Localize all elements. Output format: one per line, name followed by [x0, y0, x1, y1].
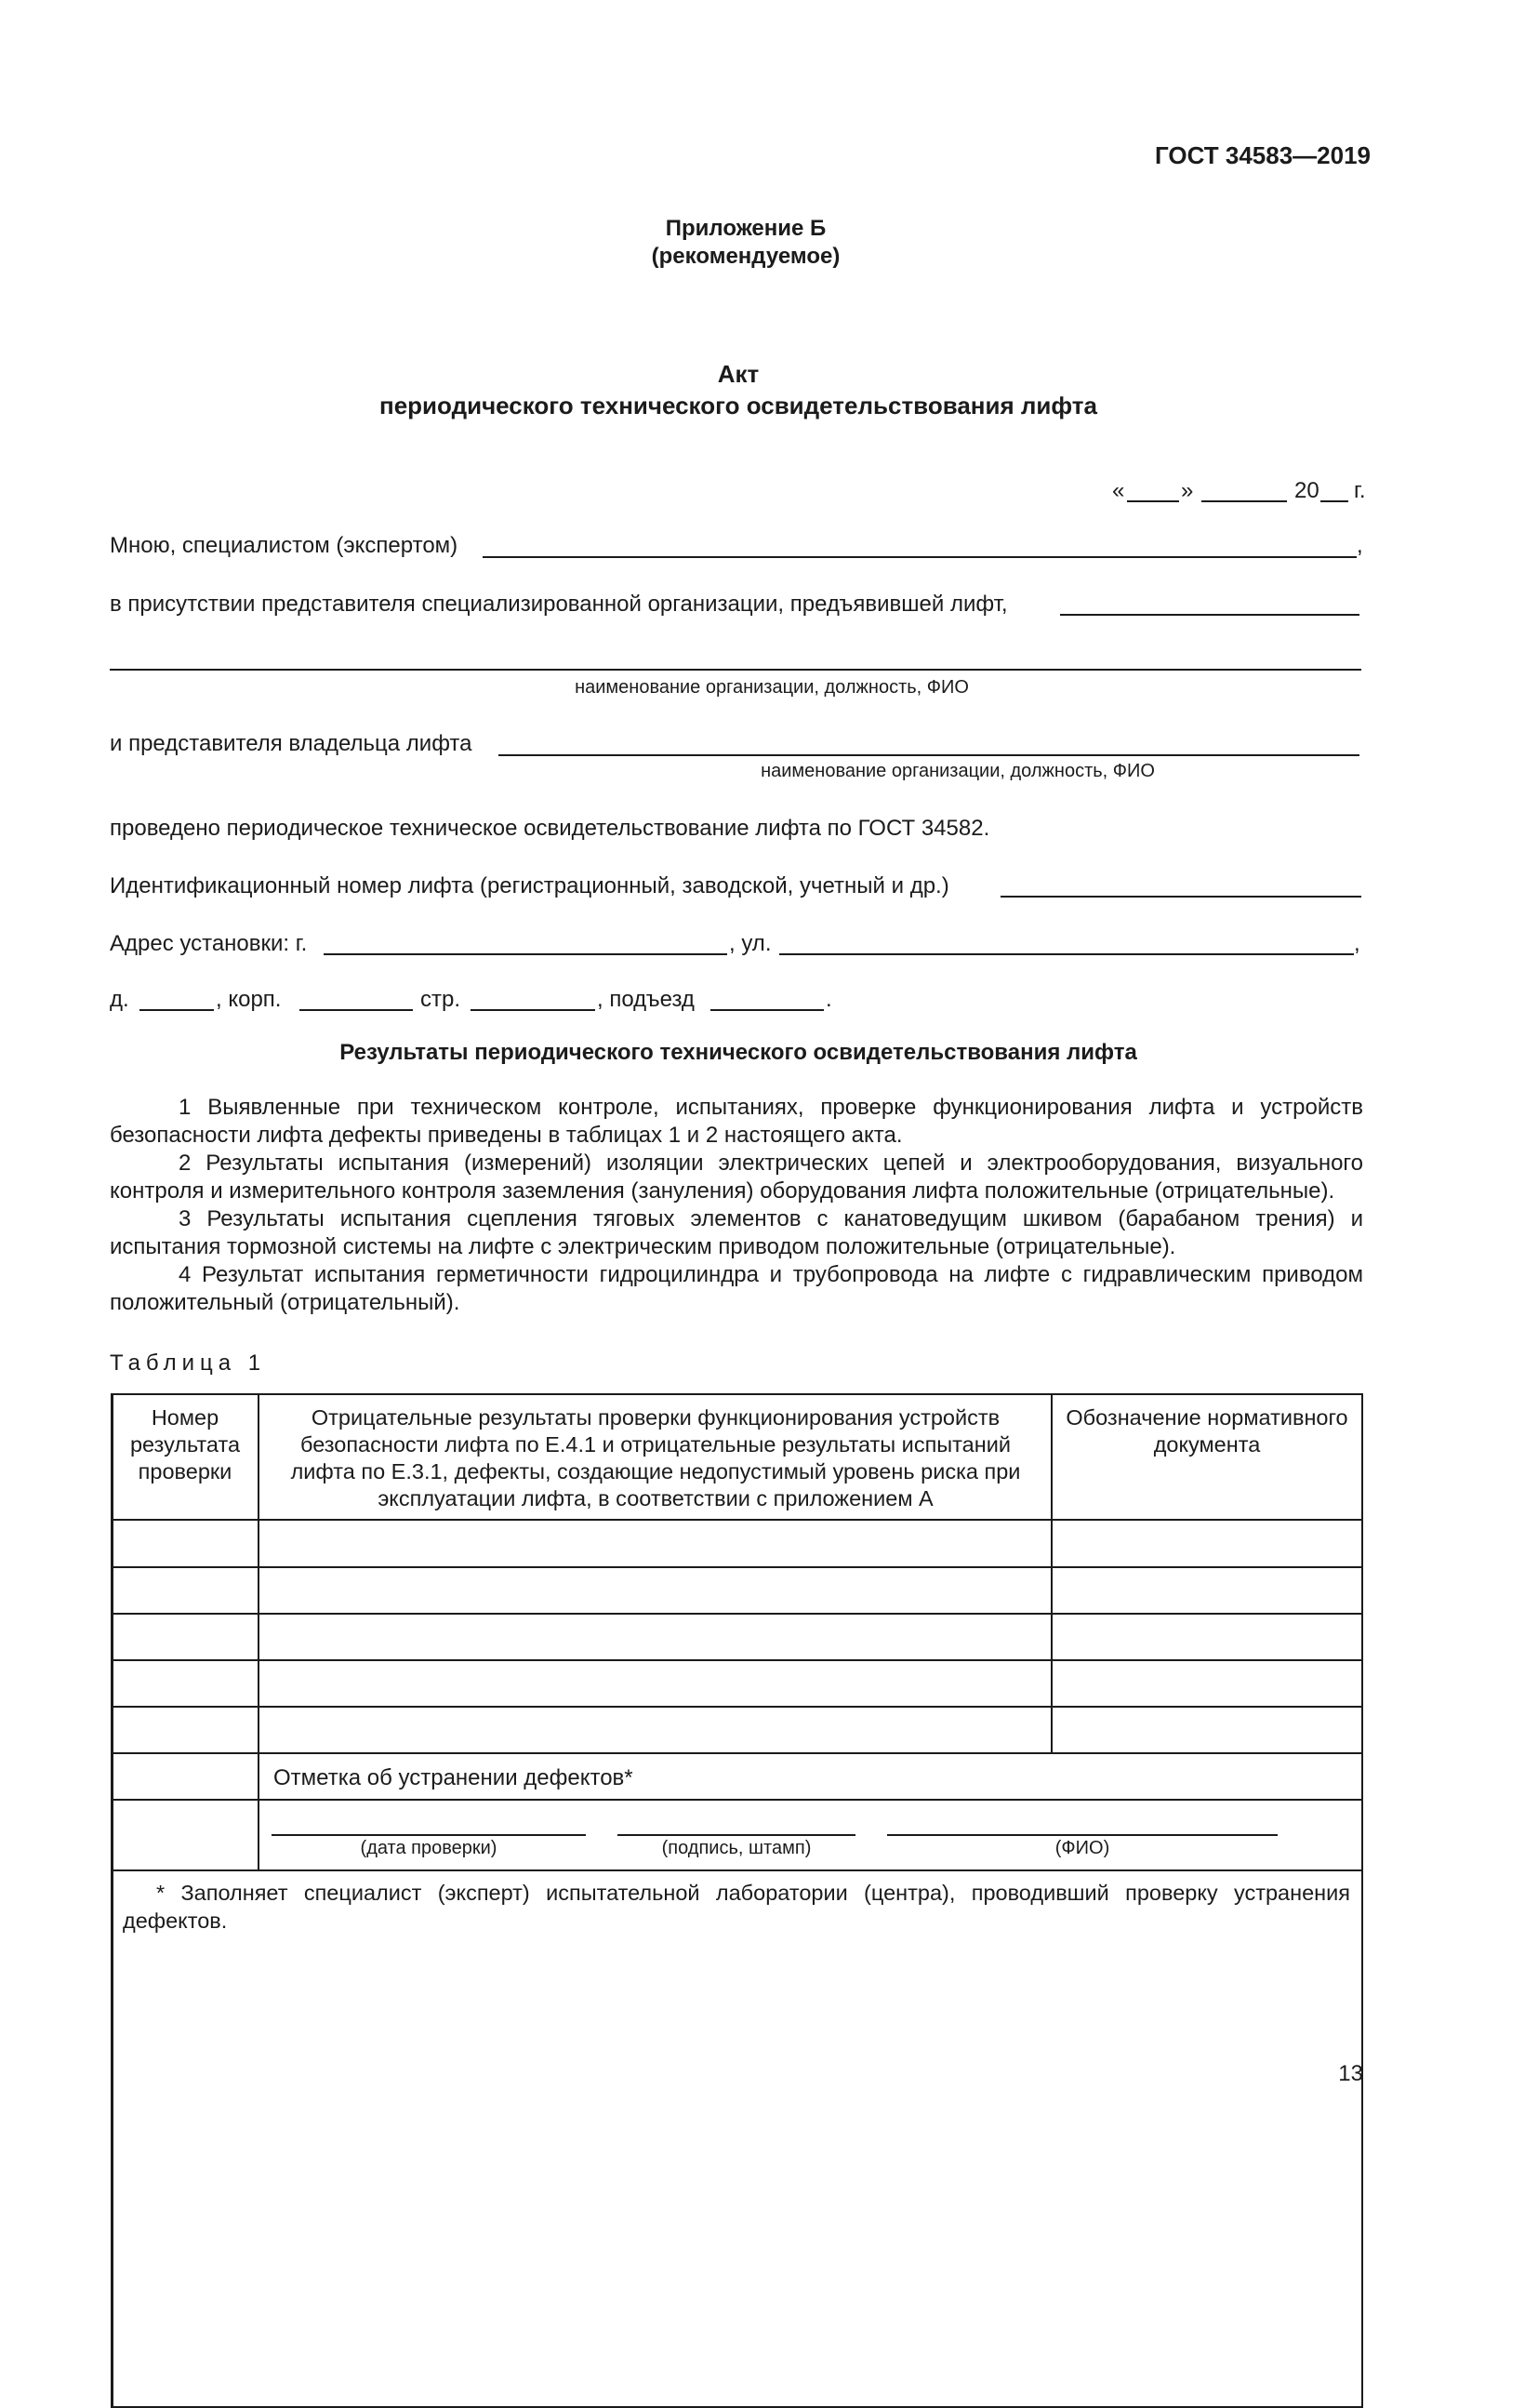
year-field[interactable]: [1320, 500, 1348, 502]
act-subtitle: периодического технического освидетельствования лифта: [379, 392, 1097, 419]
conducted-text: проведено периодическое техническое освидетельствование лифта по ГОСТ 34582.: [110, 816, 990, 841]
korp-label: , корп.: [216, 987, 282, 1012]
table-col-rule-1: [258, 1393, 259, 1871]
korp-field[interactable]: [299, 1009, 413, 1011]
org-rep-label: в присутствии представителя специализированной организации, предъявившей лифт,: [110, 592, 1008, 617]
appendix-title: Приложение Б: [665, 216, 827, 241]
result-item-2: 2 Результаты испытания (измерений) изоляции электрических цепей и электрооборудования, визуального контроля и измерительного контроля заземления (зануления) оборудования лифта положительные (отрицательные).: [110, 1151, 1363, 1204]
sign-signature-field[interactable]: [617, 1834, 855, 1836]
day-field[interactable]: [1127, 500, 1179, 502]
owner-field[interactable]: [498, 754, 1359, 756]
address-city-label: Адрес установки: г.: [110, 931, 308, 956]
table-row-rule-5: [111, 1752, 1363, 1754]
table-caption: Таблица 1: [110, 1350, 267, 1376]
table-row-rule-7: [111, 1869, 1363, 1871]
table-row-rule-4: [111, 1706, 1363, 1708]
org-caption: наименование организации, должность, ФИО: [575, 677, 969, 698]
table-header-results: Отрицательные результаты проверки функционирования устройств безопасности лифта по Е.4.1 и отрицательные результаты испытаний лифта по Е.3.1, дефекты, создающие недопустимый уровень риска при эксплуатации лифта, в соответствии с приложением А: [290, 1405, 1021, 1510]
sign-date-field[interactable]: [272, 1834, 586, 1836]
month-field[interactable]: [1201, 500, 1287, 502]
street-comma: ,: [1354, 931, 1360, 956]
table-footnote: * Заполняет специалист (эксперт) испытательной лаборатории (центра), проводивший проверку устранения дефектов.: [123, 1881, 1350, 1933]
table-row-rule-6: [111, 1799, 1363, 1801]
expert-label: Мною, специалистом (экспертом): [110, 533, 458, 558]
owner-caption: наименование организации, должность, ФИО: [761, 761, 1155, 781]
defect-mark-label: Отметка об устранении дефектов*: [273, 1765, 633, 1790]
results-heading: Результаты периодического технического освидетельствования лифта: [339, 1040, 1137, 1065]
org-rep-field-part2[interactable]: [110, 669, 1361, 671]
table-row-rule-1: [111, 1566, 1363, 1568]
table-col-rule-2: [1051, 1393, 1053, 1754]
city-field[interactable]: [324, 953, 727, 955]
table-border-right: [1361, 1393, 1363, 2408]
sign-name-caption: (ФИО): [1054, 1838, 1110, 1858]
standard-designation: ГОСТ 34583—2019: [1155, 141, 1371, 169]
table-header-norm-doc: Обозначение нормативного документа: [1066, 1405, 1348, 1457]
table-header-number: Номер результата проверки: [129, 1405, 241, 1483]
street-label: , ул.: [729, 931, 772, 956]
street-field[interactable]: [779, 953, 1354, 955]
quote-close: »: [1181, 478, 1194, 503]
str-label: стр.: [420, 987, 461, 1012]
act-title: Акт: [717, 360, 760, 388]
appendix-type: (рекомендуемое): [651, 244, 841, 269]
house-field[interactable]: [139, 1009, 214, 1011]
expert-field[interactable]: [483, 556, 1357, 558]
lift-id-field[interactable]: [1001, 896, 1361, 898]
table-cell-empty[interactable]: [113, 1522, 258, 1566]
entrance-period: .: [826, 987, 832, 1012]
sign-name-field[interactable]: [887, 1834, 1278, 1836]
sign-signature-caption: (подпись, штамп): [661, 1838, 812, 1858]
table-cell-empty[interactable]: [1053, 1522, 1361, 1566]
expert-comma: ,: [1357, 533, 1363, 558]
table-row-rule-2: [111, 1613, 1363, 1615]
org-rep-field-part1[interactable]: [1060, 614, 1359, 616]
house-label: д.: [110, 987, 129, 1012]
table-header-rule: [111, 1519, 1363, 1521]
entrance-field[interactable]: [710, 1009, 824, 1011]
year-suffix: г.: [1354, 478, 1366, 503]
owner-label: и представителя владельца лифта: [110, 731, 472, 756]
lift-id-label: Идентификационный номер лифта (регистрационный, заводской, учетный и др.): [110, 873, 949, 898]
str-field[interactable]: [471, 1009, 595, 1011]
entrance-label: , подъезд: [597, 987, 695, 1012]
result-item-3: 3 Результаты испытания сцепления тяговых элементов с канатоведущим шкивом (барабаном трения) и испытания тормозной системы на лифте с электрическим приводом положительные (отрицательные).: [110, 1206, 1363, 1259]
sign-date-caption: (дата проверки): [360, 1838, 497, 1858]
result-item-4: 4 Результат испытания герметичности гидроцилиндра и трубопровода на лифте с гидравлическим приводом положительный (отрицательный).: [110, 1262, 1363, 1315]
table-cell-empty[interactable]: [259, 1522, 1051, 1566]
table-row-rule-3: [111, 1659, 1363, 1661]
table-border-top: [111, 1393, 1363, 1395]
quote-open: «: [1112, 478, 1125, 503]
result-item-1: 1 Выявленные при техническом контроле, испытаниях, проверке функционирования лифта и устройств безопасности лифта дефекты приведены в таблицах 1 и 2 настоящего акта.: [110, 1095, 1363, 1148]
year-prefix: 20: [1294, 478, 1319, 503]
page-number: 13: [1338, 2061, 1363, 2086]
